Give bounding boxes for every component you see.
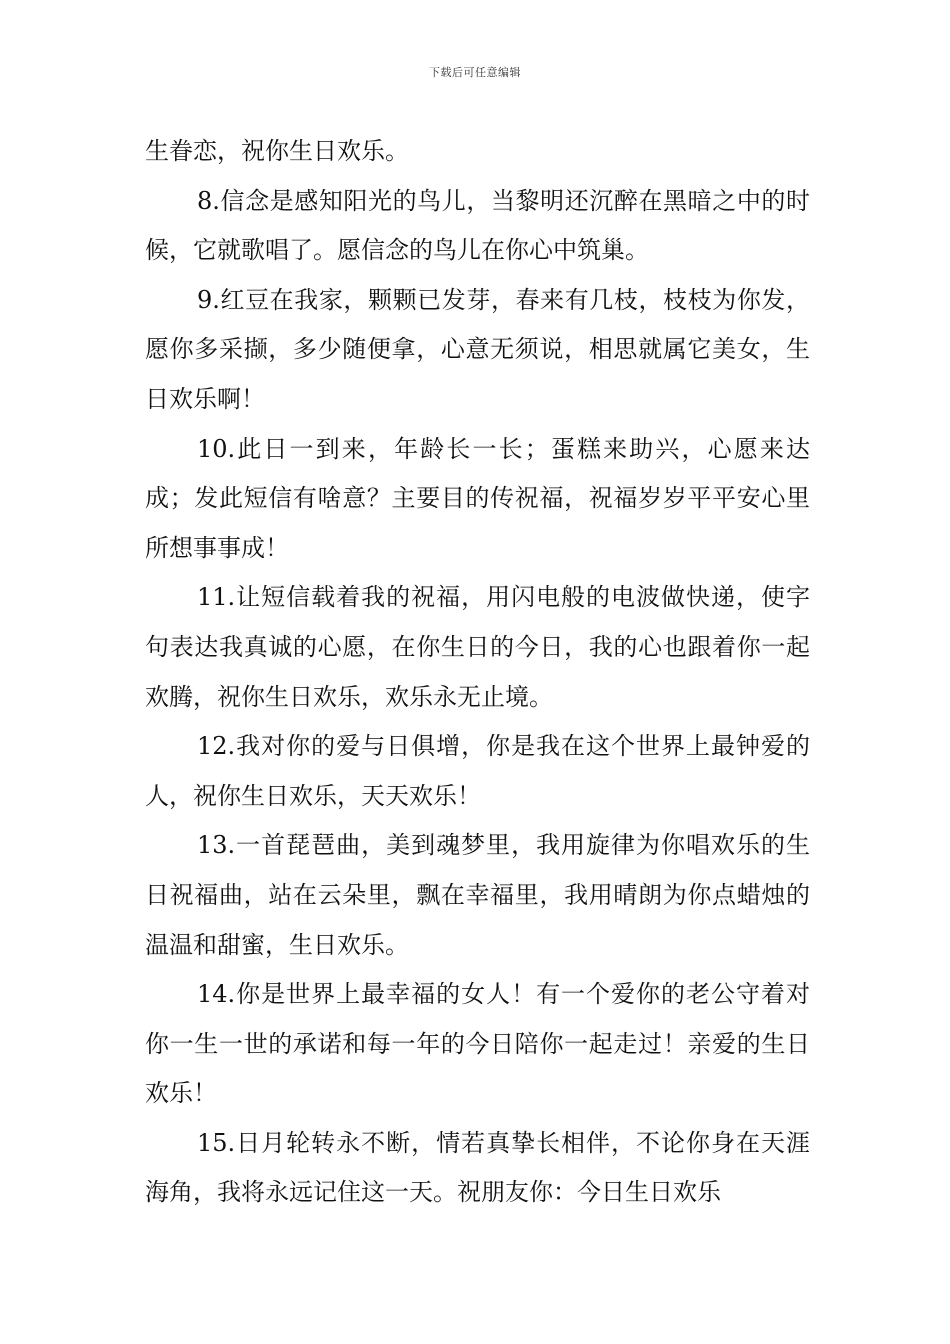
document-body xyxy=(145,127,810,1218)
paragraph-9: 9.红豆在我家，颗颗已发芽，春来有几枝，枝枝为你发，愿你多采撷，多少随便拿，心意无须说，相思就属它美女，生日欢乐啊！ xyxy=(145,285,810,413)
paragraph-8: 8.信念是感知阳光的鸟儿，当黎明还沉醉在黑暗之中的时候，它就歌唱了。愿信念的鸟儿在你心中筑巢。 xyxy=(145,186,810,265)
paragraph-10: 10.此日一到来，年龄长一长；蛋糕来助兴，心愿来达成；发此短信有啥意？主要目的传祝福，祝福岁岁平平安心里所想事事成！ xyxy=(145,434,810,562)
page-header: 下载后可任意编辑 xyxy=(429,66,521,79)
paragraph-continuation: 生眷恋，祝你生日欢乐。 xyxy=(145,137,409,165)
paragraph-13: 13.一首琵琶曲，美到魂梦里，我用旋律为你唱欢乐的生日祝福曲，站在云朵里，飘在幸福里，我用晴朗为你点蜡烛的温温和甜蜜，生日欢乐。 xyxy=(145,831,810,959)
paragraph-12: 12.我对你的爱与日俱增，你是我在这个世界上最钟爱的人，祝你生日欢乐，天天欢乐！ xyxy=(145,732,810,810)
paragraph-14: 14.你是世界上最幸福的女人！有一个爱你的老公守着对你一生一世的承诺和每一年的今日陪你一起走过！亲爱的生日欢乐！ xyxy=(145,980,810,1108)
paragraph-11: 11.让短信载着我的祝福，用闪电般的电波做快递，使字句表达我真诚的心愿，在你生日的今日，我的心也跟着你一起欢腾，祝你生日欢乐，欢乐永无止境。 xyxy=(145,583,810,711)
paragraph-15: 15.日月轮转永不断，情若真挚长相伴，不论你身在天涯海角，我将永远记住这一天。祝朋友你：今日生日欢乐 xyxy=(145,1128,810,1207)
